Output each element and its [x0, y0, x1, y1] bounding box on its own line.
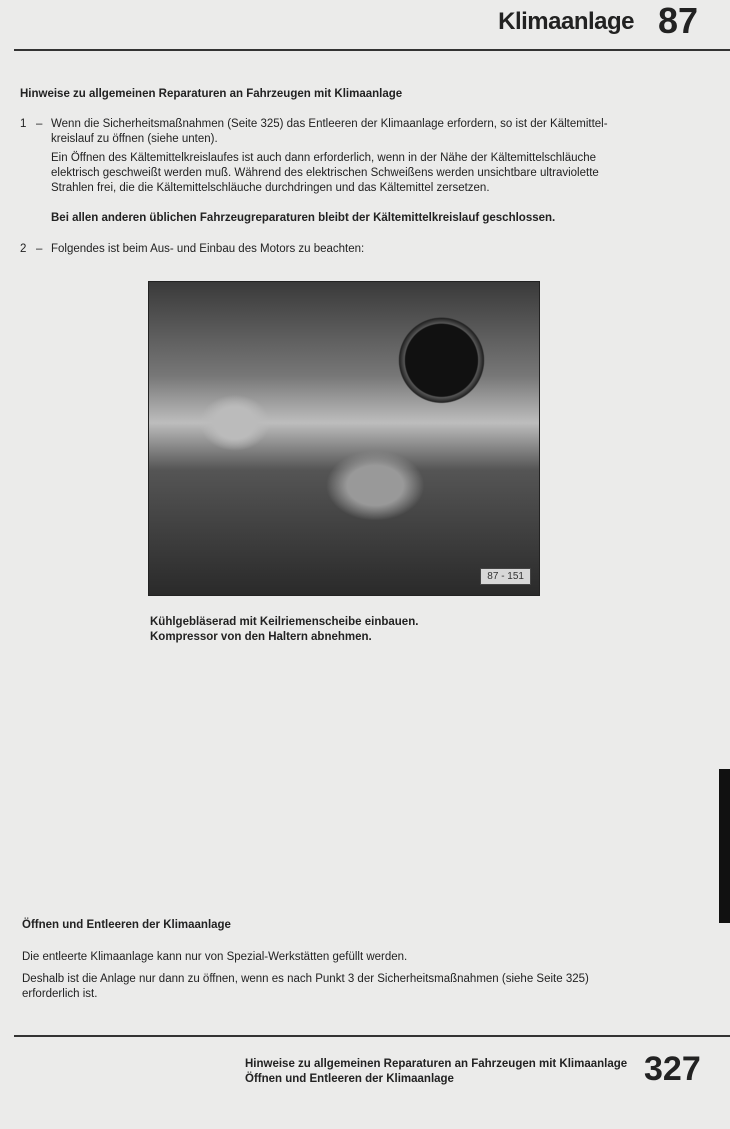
thumb-index-tab [719, 769, 730, 923]
item-dash: – [36, 118, 43, 130]
caption-line: Kühlgebläserad mit Keilriemenscheibe einbauen. [150, 616, 419, 628]
chapter-title: Klimaanlage [498, 8, 634, 35]
item-number: 2 [20, 243, 27, 255]
figure-caption [150, 615, 418, 645]
footer-line: Hinweise zu allgemeinen Reparaturen an Fahrzeugen mit Klimaanlage [245, 1058, 628, 1070]
text-line: Deshalb ist die Anlage nur dann zu öffnen, wenn es nach Punkt 3 der Sicherheitsmaßnahmen (siehe Seite 325) [22, 973, 589, 985]
text-line: erforderlich ist. [22, 988, 98, 1000]
item-2-text: Folgendes ist beim Aus- und Einbau des Motors zu beachten: [51, 243, 365, 255]
figure-label: 87 - 151 [480, 568, 531, 585]
footer-line: Öffnen und Entleeren der Klimaanlage [245, 1073, 454, 1085]
item-dash: – [36, 243, 43, 255]
section-title: Hinweise zu allgemeinen Reparaturen an Fahrzeugen mit Klimaanlage [20, 88, 403, 100]
text-line: kreislauf zu öffnen (siehe unten). [51, 133, 218, 145]
header-rule [14, 49, 730, 51]
item-1-para2 [51, 151, 599, 196]
text-line: Wenn die Sicherheitsmaßnahmen (Seite 325) das Entleeren der Klimaanlage erfordern, so ist der Kältemittel- [51, 118, 608, 130]
engine-photo [148, 281, 540, 596]
footer-contents [245, 1057, 627, 1087]
paragraph [22, 972, 589, 1002]
section-title: Öffnen und Entleeren der Klimaanlage [22, 919, 231, 931]
item-1-text [51, 117, 608, 147]
text-line: elektrisch geschweißt werden muß. Während des elektrischen Schweißens werden unsichtbare ultraviolette [51, 167, 599, 179]
footer-rule [14, 1035, 730, 1037]
text-line: Strahlen frei, die die Kältemittelschläuche durchdringen und das Kältemittel zersetzen. [51, 182, 490, 194]
paragraph: Die entleerte Klimaanlage kann nur von Spezial-Werkstätten gefüllt werden. [22, 951, 408, 963]
caption-line: Kompressor von den Haltern abnehmen. [150, 631, 372, 643]
item-1-note: Bei allen anderen üblichen Fahrzeugreparaturen bleibt der Kältemittelkreislauf geschlossen. [51, 212, 556, 224]
text-line: Ein Öffnen des Kältemittelkreislaufes ist auch dann erforderlich, wenn in der Nähe der Kältemittelschläuche [51, 152, 597, 164]
item-number: 1 [20, 118, 27, 130]
chapter-number: 87 [657, 0, 698, 41]
page-number: 327 [644, 1050, 701, 1088]
